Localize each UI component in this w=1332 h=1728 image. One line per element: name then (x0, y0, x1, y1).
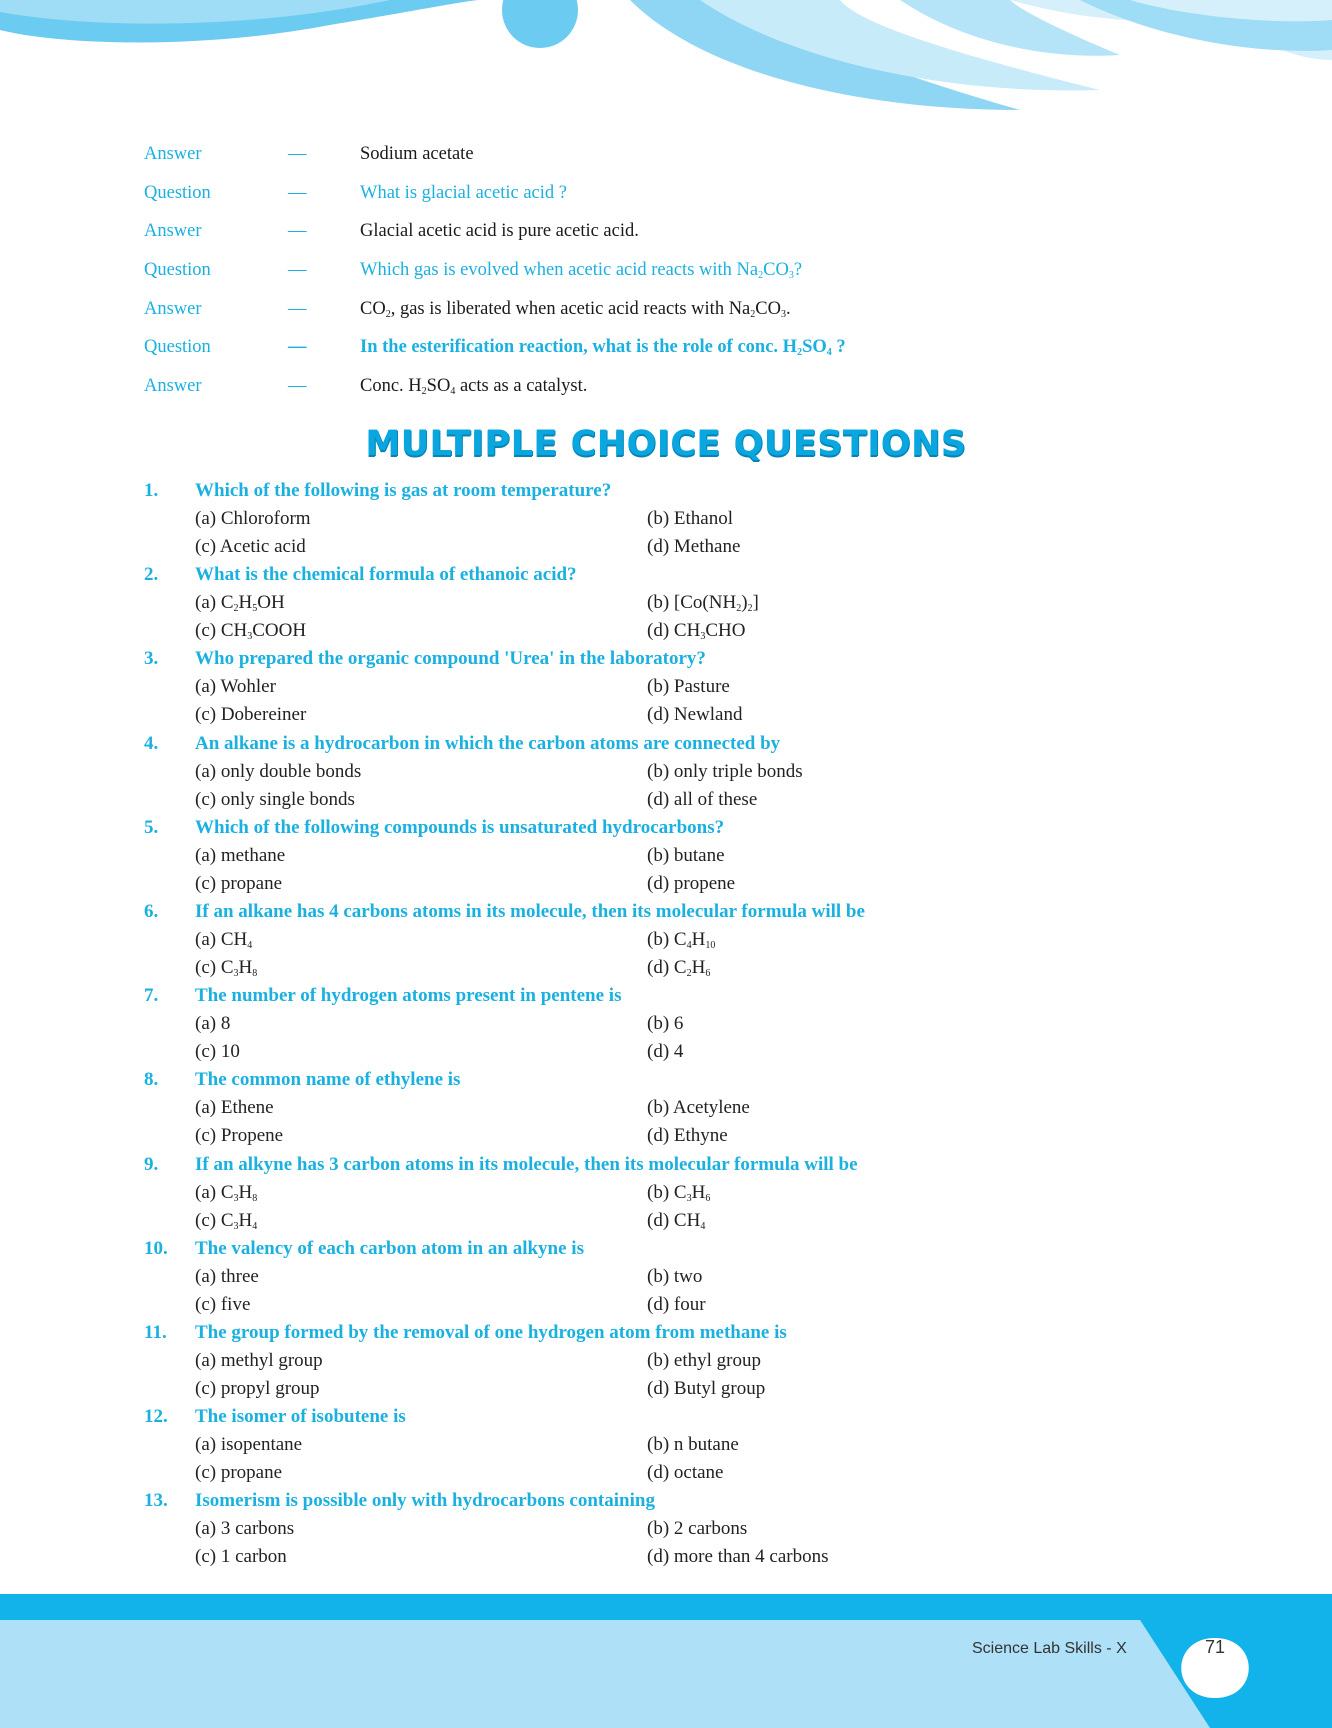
text-segment: (d) octane (647, 1462, 724, 1484)
text-segment: (c) only single bonds (195, 788, 355, 810)
text-segment: (d) Ethyne (647, 1125, 728, 1147)
text-segment: H (238, 956, 253, 978)
option-b (647, 592, 759, 614)
text-segment: (c) C (195, 1209, 234, 1231)
mcq-item (144, 1238, 1244, 1322)
text-segment: (d) Butyl group (647, 1377, 766, 1399)
text-segment: (a) Chloroform (195, 508, 311, 529)
text-segment: (a) only double bonds (195, 760, 362, 782)
option-b (647, 508, 733, 530)
option-b (647, 1013, 683, 1035)
row-label: Answer (144, 221, 202, 242)
text-segment: ) (741, 592, 748, 614)
option-c (195, 1041, 240, 1063)
question-number: 4. (144, 732, 159, 754)
row-text (360, 376, 587, 397)
option-d (647, 1462, 723, 1484)
option-a (195, 1182, 257, 1204)
option-b (647, 761, 803, 783)
text-segment: SO (426, 376, 451, 397)
subscript: 3 (788, 270, 794, 282)
question-text: Which of the following compounds is unsaturated hydrocarbons? (195, 816, 725, 838)
mcq-item (144, 480, 1244, 564)
option-c (195, 789, 355, 811)
question-text: If an alkyne has 3 carbon atoms in its molecule, then its molecular formula will be (195, 1153, 858, 1175)
text-segment: (d) 4 (647, 1041, 684, 1063)
question-text: An alkane is a hydrocarbon in which the carbon atoms are connected by (195, 732, 781, 754)
option-b (647, 676, 730, 698)
text-segment: (d) CH (647, 1209, 701, 1231)
text-segment: SO (802, 337, 827, 358)
text-segment: (d) Methane (647, 536, 741, 557)
text-segment: H (238, 1209, 253, 1231)
text-segment: (c) CH (195, 620, 248, 642)
question-row (144, 179, 1224, 218)
question-row (144, 256, 1224, 295)
text-segment: (a) C (195, 1181, 234, 1203)
option-c (195, 620, 306, 642)
text-segment: (b) C (647, 1181, 687, 1203)
option-d (647, 704, 743, 726)
text-segment: (c) 1 carbon (195, 1546, 287, 1568)
text-segment: ? (831, 337, 846, 358)
option-c (195, 1210, 257, 1232)
question-number: 7. (144, 985, 159, 1007)
text-segment: (b) Acetylene (647, 1097, 750, 1119)
mcq-item (144, 1322, 1244, 1406)
option-d (647, 1546, 829, 1568)
subscript: 10 (705, 939, 716, 951)
option-c (195, 1378, 320, 1400)
text-segment: (a) three (195, 1265, 259, 1287)
text-segment: (a) Ethene (195, 1097, 274, 1119)
question-text: If an alkane has 4 carbons atoms in its molecule, then its molecular formula will be (195, 900, 865, 922)
subscript: 2 (421, 386, 427, 398)
subscript: 2 (797, 347, 803, 359)
text-segment: (c) Acetic acid (195, 536, 306, 557)
mcq-item (144, 648, 1244, 732)
option-c (195, 957, 257, 979)
option-b (647, 845, 725, 867)
option-d (647, 1210, 705, 1232)
subscript: 4 (826, 347, 832, 359)
text-segment: acts as a catalyst. (455, 376, 588, 397)
answer-row (144, 217, 1224, 256)
question-number: 11. (144, 1321, 167, 1343)
text-segment: (d) all of these (647, 788, 758, 810)
text-segment: (c) C (195, 956, 234, 978)
row-text (360, 299, 791, 320)
option-a (195, 761, 361, 783)
text-segment: (a) 3 carbons (195, 1518, 295, 1540)
option-c (195, 873, 282, 895)
text-segment: H (691, 1181, 706, 1203)
text-segment: CO (755, 298, 781, 319)
subscript: 4 (247, 939, 253, 951)
option-c (195, 704, 306, 726)
option-d (647, 957, 710, 979)
option-d (647, 1294, 706, 1316)
option-a (195, 1266, 259, 1288)
option-b (647, 1434, 739, 1456)
question-text: The common name of ethylene is (195, 1069, 461, 1091)
row-dash: — (288, 260, 307, 281)
text-segment: CO (763, 260, 789, 281)
subscript: 2 (758, 270, 764, 282)
question-number: 13. (144, 1490, 168, 1512)
text-segment: (a) Wohler (195, 676, 276, 698)
subscript: 3 (233, 1220, 239, 1232)
text-segment: (a) isopentane (195, 1434, 303, 1456)
option-c (195, 536, 306, 558)
answer-row (144, 295, 1224, 334)
subscript: 4 (700, 1220, 706, 1232)
option-d (647, 1125, 728, 1147)
mcq-list (144, 480, 1244, 1574)
option-a (195, 1434, 302, 1456)
question-text: What is the chemical formula of ethanoic acid? (195, 564, 577, 586)
row-text: Sodium acetate (360, 144, 474, 164)
row-text: What is glacial acetic acid ? (360, 182, 567, 203)
option-d (647, 1041, 683, 1063)
text-segment: (c) Propene (195, 1125, 284, 1147)
subscript: 2 (747, 603, 753, 615)
text-segment: CO (360, 298, 386, 319)
text-segment: OH (257, 592, 285, 614)
answer-row (144, 140, 1224, 179)
question-number: 2. (144, 564, 159, 586)
row-dash: — (288, 376, 307, 397)
subscript: 3 (247, 631, 253, 643)
option-a (195, 508, 311, 530)
subscript: 3 (233, 967, 239, 979)
book-title: Science Lab Skills - X (972, 1640, 1127, 1657)
section-title: MULTIPLE CHOICE QUESTIONS (365, 424, 967, 464)
mcq-item (144, 564, 1244, 648)
option-a (195, 592, 285, 614)
text-segment: (b) two (647, 1265, 703, 1287)
option-a (195, 929, 252, 951)
text-segment: (b) 6 (647, 1013, 684, 1035)
option-b (647, 1097, 750, 1119)
text-segment: (c) propane (195, 1462, 283, 1484)
text-segment: (c) 10 (195, 1041, 240, 1063)
mcq-item (144, 733, 1244, 817)
option-c (195, 1294, 250, 1316)
option-b (647, 929, 715, 951)
text-segment: H (691, 928, 706, 950)
text-segment: Conc. H (360, 376, 422, 397)
question-number: 1. (144, 480, 159, 501)
qa-section (144, 140, 1224, 411)
subscript: 2 (736, 603, 742, 615)
text-segment: (b) Ethanol (647, 508, 734, 529)
text-segment: H (238, 592, 253, 614)
option-b (647, 1266, 702, 1288)
question-text: Which of the following is gas at room temperature? (195, 480, 612, 501)
row-label: Question (144, 337, 211, 358)
option-a (195, 1097, 274, 1119)
subscript: 3 (686, 1192, 692, 1204)
subscript: 3 (233, 1192, 239, 1204)
question-number: 5. (144, 816, 159, 838)
subscript: 4 (252, 1220, 258, 1232)
text-segment: , gas is liberated when acetic acid reacts with Na (390, 298, 751, 319)
option-b (647, 1182, 710, 1204)
answer-row (144, 372, 1224, 411)
question-number: 9. (144, 1153, 159, 1175)
row-dash: — (288, 337, 307, 358)
option-d (647, 620, 745, 642)
page-number: 71 (1204, 1637, 1226, 1657)
text-segment: (b) 2 carbons (647, 1518, 748, 1540)
subscript: 2 (233, 603, 239, 615)
subscript: 3 (700, 631, 706, 643)
question-text: The group formed by the removal of one hydrogen atom from methane is (195, 1321, 787, 1343)
text-segment: In the esterification reaction, what is the role of conc. H (360, 337, 798, 358)
option-a (195, 1518, 294, 1540)
text-segment: COOH (252, 620, 307, 642)
subscript: 3 (780, 308, 786, 320)
option-a (195, 1350, 323, 1372)
text-segment: (d) C (647, 956, 687, 978)
mcq-item (144, 1069, 1244, 1153)
text-segment: (c) Dobereiner (195, 704, 307, 726)
option-c (195, 1546, 287, 1568)
mcq-item (144, 901, 1244, 985)
row-text (360, 260, 802, 281)
mcq-item (144, 1154, 1244, 1238)
option-a (195, 845, 285, 867)
text-segment: Which gas is evolved when acetic acid reacts with Na (360, 260, 759, 281)
subscript: 4 (686, 939, 692, 951)
question-text: The number of hydrogen atoms present in pentene is (195, 985, 622, 1007)
subscript: 2 (686, 967, 692, 979)
question-text: The isomer of isobutene is (195, 1406, 406, 1428)
question-text: Who prepared the organic compound 'Urea' in the laboratory? (195, 648, 706, 670)
option-d (647, 789, 757, 811)
question-number: 6. (144, 900, 159, 922)
header-decoration (0, 0, 1332, 130)
question-row (144, 333, 1224, 372)
subscript: 6 (705, 1192, 711, 1204)
subscript: 5 (252, 603, 258, 615)
text-segment: H (238, 1181, 253, 1203)
mcq-item (144, 1406, 1244, 1490)
text-segment: (d) CH (647, 620, 701, 642)
mcq-item (144, 1490, 1244, 1574)
text-segment: (d) four (647, 1293, 706, 1315)
text-segment: (d) more than 4 carbons (647, 1546, 829, 1568)
text-segment: (c) propane (195, 872, 283, 894)
subscript: 2 (385, 308, 391, 320)
text-segment: (a) C (195, 592, 234, 614)
row-dash: — (288, 221, 307, 242)
option-c (195, 1125, 283, 1147)
text-segment: (a) methane (195, 844, 286, 866)
option-a (195, 1013, 230, 1035)
text-segment: CHO (705, 620, 746, 642)
mcq-item (144, 985, 1244, 1069)
text-segment: (b) n butane (647, 1434, 739, 1456)
text-segment: (b) only triple bonds (647, 760, 803, 782)
footer-band (0, 1594, 1332, 1728)
text-segment: (c) five (195, 1293, 251, 1315)
text-segment: (b) Pasture (647, 676, 730, 698)
subscript: 6 (705, 967, 711, 979)
subscript: 4 (450, 386, 456, 398)
text-segment: (d) propene (647, 872, 736, 894)
row-text (360, 337, 846, 358)
subscript: 8 (252, 967, 258, 979)
row-label: Answer (144, 376, 202, 397)
question-number: 12. (144, 1406, 168, 1428)
text-segment: (a) methyl group (195, 1349, 323, 1371)
question-number: 8. (144, 1069, 159, 1091)
row-label: Answer (144, 298, 202, 319)
option-b (647, 1518, 747, 1540)
text-segment: (a) 8 (195, 1013, 231, 1035)
text-segment: (b) ethyl group (647, 1349, 761, 1371)
text-segment: . (785, 298, 791, 319)
question-number: 10. (144, 1237, 168, 1259)
text-segment: (b) butane (647, 844, 725, 866)
subscript: 2 (750, 308, 756, 320)
question-text: Isomerism is possible only with hydrocarbons containing (195, 1490, 655, 1512)
text-segment: ] (752, 592, 759, 614)
option-d (647, 873, 735, 895)
text-segment: H (691, 956, 706, 978)
mcq-item (144, 817, 1244, 901)
row-label: Question (144, 260, 211, 281)
text-segment: (b) C (647, 928, 687, 950)
option-a (195, 676, 276, 698)
subscript: 8 (252, 1192, 258, 1204)
text-segment: (d) Newland (647, 704, 743, 726)
question-number: 3. (144, 648, 159, 670)
option-c (195, 1462, 282, 1484)
row-text: Glacial acetic acid is pure acetic acid. (360, 221, 639, 242)
row-label: Question (144, 182, 211, 203)
text-segment: ? (793, 260, 803, 281)
option-d (647, 536, 740, 558)
text-segment: (b) [Co(NH (647, 592, 737, 614)
text-segment: (a) CH (195, 928, 248, 950)
row-dash: — (288, 298, 307, 319)
text-segment: (c) propyl group (195, 1377, 320, 1399)
row-label: Answer (144, 144, 202, 164)
option-b (647, 1350, 761, 1372)
row-dash: — (288, 144, 307, 164)
option-d (647, 1378, 765, 1400)
row-dash: — (288, 182, 307, 203)
question-text: The valency of each carbon atom in an alkyne is (195, 1237, 584, 1259)
